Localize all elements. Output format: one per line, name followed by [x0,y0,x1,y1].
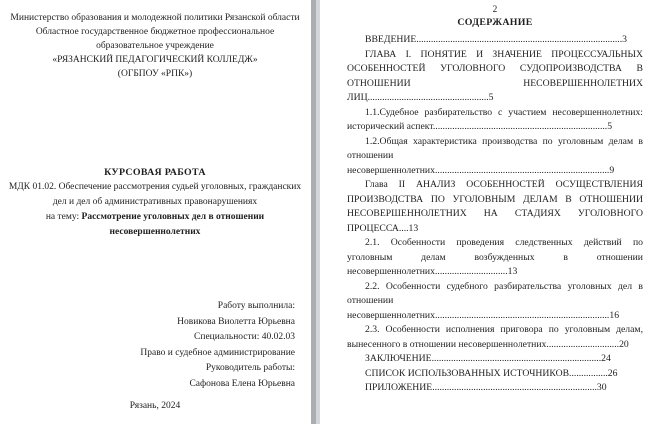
ministry-header-line: Министерство образования и молодежной политики Рязанской области [10,13,300,23]
topic-line [0,210,310,225]
toc-entry-title: ВВЕДЕНИЕ [365,34,417,45]
toc-entry [347,236,643,280]
toc-list [347,33,643,396]
topic-line [0,225,310,240]
toc-entry-page: 13 [507,266,518,277]
author-block-line: Работу выполнила: [217,301,295,311]
toc-entry-title: 2.1. Особенности проведения следственных действий по уголовным делам возбужденных в отношении несовершеннолетних [347,237,643,277]
contents-page [320,0,650,424]
toc-entry-title: ГЛАВА I. ПОНЯТИЕ И ЗНАЧЕНИЕ ПРОЦЕССУАЛЬНЫХ ОСОБЕННОСТЕЙ УГОЛОВНОГО СУДОПРОИЗВОДСТВА В ОТНОШЕНИИ НЕСОВЕРШЕННОЛЕТНИХ ЛИЦ [347,48,643,103]
toc-leader-dots: .............................. [434,266,508,277]
course-module-line: дел и дел об административных правонарушениях [52,197,258,207]
toc-leader-dots: ...................................................................... [431,353,602,364]
ministry-header [0,11,310,81]
toc-leader-dots: ........................................................................ [434,309,610,321]
toc-entry [347,135,643,179]
ministry-header-line: Областное государственное бюджетное профессиональное [35,27,275,37]
toc-entry [347,367,643,382]
toc-entry-page: 3 [622,34,627,45]
toc-entry-page: 26 [607,367,618,379]
toc-entry-title: 2.2. Особенности судебного разбирательства уголовных дел в отношении несовершеннолетних [347,280,643,321]
topic-text: несовершеннолетних [109,227,201,237]
toc-entry-title: 1.2.Общая характеристика производства по уголовным делам в отношении несовершеннолетних [347,135,643,176]
toc-entry-title: СПИСОК ИСПОЛЬЗОВАННЫХ ИСТОЧНИКОВ [365,367,570,379]
toc-entry-title: 2.3. Особенности исполнения приговора по уголовным делам, вынесенного в отношении несовершеннолетних [347,324,643,350]
author-block-line: Сафонова Елена Юрьевна [189,378,295,389]
page-divider [310,0,320,424]
toc-entry-page: 13 [408,222,419,234]
topic-prefix: на тему: [45,212,82,222]
toc-leader-dots: .................................................................... [432,382,597,393]
work-title-block [0,165,310,240]
toc-leader-dots: .... [398,222,409,234]
toc-leader-dots: ................ [569,367,608,379]
toc-entry-title: ЗАКЛЮЧЕНИЕ [365,353,432,364]
author-block-line: Руководитель работы: [205,363,295,373]
toc-leader-dots: ........................................................................ [434,164,610,176]
toc-entry [347,178,643,236]
page-number: 2 [492,5,498,15]
toc-entry-page: 5 [488,92,494,103]
toc-entry-page: 16 [609,309,620,321]
toc-leader-dots: ..................................................................................... [416,34,623,45]
author-block [0,299,310,392]
topic-text: Рассмотрение уголовных дел в отношении [81,212,265,222]
toc-entry [347,106,643,135]
toc-leader-dots: .................................................. [367,92,489,103]
toc-entry-title: Глава II АНАЛИЗ ОСОБЕННОСТЕЙ ОСУЩЕСТВЛЕНИЯ ПРОИЗВОДСТВА ПО УГОЛОВНЫМ ДЕЛАМ В ОТНОШЕНИИ НЕСОВЕРШЕННОЛЕТНИХ НА СТАДИЯХ УГОЛОВНОГО ПРОЦЕССА [347,179,643,234]
toc-entry [347,280,643,324]
toc-entry [347,352,643,367]
ministry-header-line: «РЯЗАНСКИЙ ПЕДАГОГИЧЕСКИЙ КОЛЛЕДЖ» [52,55,258,65]
toc-entry [347,381,643,396]
author-block-line: Право и судебное администрирование [140,347,295,358]
work-type-title: КУРСОВАЯ РАБОТА [104,167,206,178]
author-block-line: Специальности: 40.02.03 [194,332,295,342]
toc-entry-title: ПРИЛОЖЕНИЕ [365,382,433,393]
title-page [0,0,310,424]
toc-entry-page: 9 [609,164,615,176]
city-year-footer: Рязань, 2024 [129,401,181,411]
toc-entry [347,48,643,106]
toc-entry [347,33,643,48]
ministry-header-line: образовательное учреждение [96,41,214,51]
course-module-line: МДК 01.02. Обеспечение рассмотрения судьей уголовных, гражданских [8,182,302,192]
toc-entry-page: 30 [596,382,607,393]
toc-leader-dots: ........................................................................ [432,121,608,132]
author-block-line: Новикова Виолетта Юрьевна [177,316,295,327]
toc-entry-title: 1.1.Судебное разбирательство с участием несовершеннолетних: исторический аспект [347,106,643,132]
toc-entry-page: 20 [619,338,629,350]
ministry-header-line: (ОГБПОУ «РПК») [117,69,193,79]
toc-entry-page: 24 [601,353,611,364]
toc-leader-dots: .............................. [546,338,620,350]
toc-entry [347,323,643,352]
toc-entry-page: 5 [607,121,613,132]
toc-heading: СОДЕРЖАНИЕ [457,17,533,28]
